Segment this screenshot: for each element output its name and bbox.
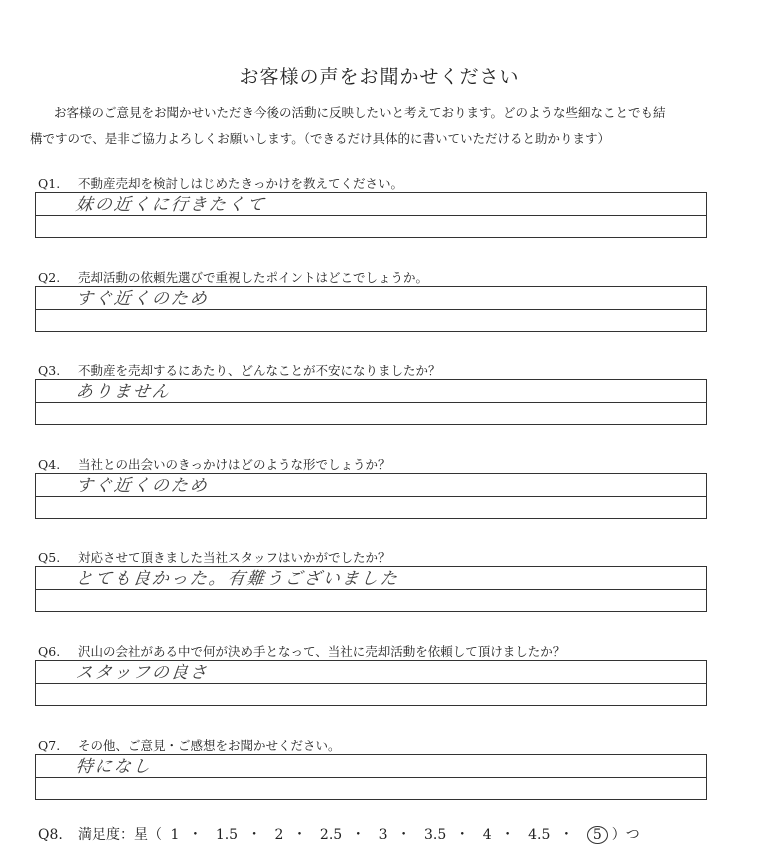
answer-box-5[interactable] [35, 566, 707, 612]
rating-suffix: ）つ [611, 827, 640, 843]
satisfaction-rating [38, 824, 640, 844]
answer-box-1[interactable] [35, 192, 707, 238]
intro-line-2: 構ですので、是非ご協力よろしくお願いします。（できるだけ具体的に書いていただけると助かります） [30, 131, 611, 146]
separator: ・ [247, 827, 262, 843]
rating-option-selected[interactable]: 5 [587, 826, 608, 844]
ruled-line [36, 683, 706, 684]
question-number: Q3. [38, 363, 61, 378]
separator: ・ [500, 827, 515, 843]
question-text: 沢山の会社がある中で何が決め手となって、当社に売却活動を依頼して頂けましたか？ [78, 644, 566, 659]
answer-box-2[interactable] [35, 286, 707, 332]
handwritten-answer: 特になし [74, 757, 153, 777]
question-text: 当社との出会いのきっかけはどのような形でしょうか？ [78, 457, 391, 472]
ruled-line [36, 589, 706, 590]
question-number: Q8. [38, 827, 63, 843]
rating-option[interactable]: 3.5 [424, 827, 447, 843]
separator: ・ [292, 827, 307, 843]
question-number: Q2. [38, 270, 61, 285]
answer-box-7[interactable] [35, 754, 707, 800]
question-text: 不動産を売却するにあたり、どんなことが不安になりましたか？ [78, 363, 441, 378]
question-text: 対応させて頂きました当社スタッフはいかがでしたか？ [78, 550, 391, 565]
handwritten-answer: スタッフの良さ [74, 663, 210, 683]
question-number: Q1. [38, 176, 61, 191]
rating-option[interactable]: 4 [482, 827, 492, 843]
separator: ・ [351, 827, 366, 843]
question-number: Q5. [38, 550, 61, 565]
rating-option[interactable]: 2.5 [319, 827, 343, 843]
rating-option[interactable]: 3 [378, 827, 388, 843]
question-number: Q6. [38, 644, 61, 659]
question-text: その他、ご意見・ご感想をお聞かせください。 [78, 738, 341, 753]
separator: ・ [188, 827, 203, 843]
answer-box-4[interactable] [35, 473, 707, 519]
rating-option[interactable]: 1.5 [215, 827, 239, 843]
answer-box-3[interactable] [35, 379, 707, 425]
handwritten-answer: すぐ近くのため [74, 476, 210, 496]
handwritten-answer: すぐ近くのため [74, 289, 210, 309]
intro-text [30, 100, 730, 152]
question-number: Q7. [38, 738, 61, 753]
ruled-line [36, 496, 706, 497]
handwritten-answer: とても良かった。有難うございました [74, 569, 400, 589]
answer-box-6[interactable] [35, 660, 707, 706]
separator: ・ [396, 827, 411, 843]
separator: ・ [455, 827, 470, 843]
rating-label: 満足度：星（ [78, 827, 162, 843]
handwritten-answer: ありません [74, 382, 172, 402]
question-text: 不動産売却を検討しはじめたきっかけを教えてください。 [78, 176, 404, 191]
separator: ・ [559, 827, 574, 843]
rating-option[interactable]: 1 [170, 827, 180, 843]
handwritten-answer: 妹の近くに行きたくて [74, 195, 267, 215]
page-title: お客様の声をお聞かせください [239, 66, 520, 88]
question-number: Q4. [38, 457, 61, 472]
question-text: 売却活動の依頼先選びで重視したポイントはどこでしょうか。 [78, 270, 429, 285]
ruled-line [36, 402, 706, 403]
ruled-line [36, 777, 706, 778]
rating-option[interactable]: 2 [274, 827, 284, 843]
rating-option[interactable]: 4.5 [528, 827, 551, 843]
ruled-line [36, 309, 706, 310]
intro-line-1: お客様のご意見をお聞かせいただき今後の活動に反映したいと考えております。どのような些細なことでも結 [54, 105, 666, 120]
ruled-line [36, 215, 706, 216]
